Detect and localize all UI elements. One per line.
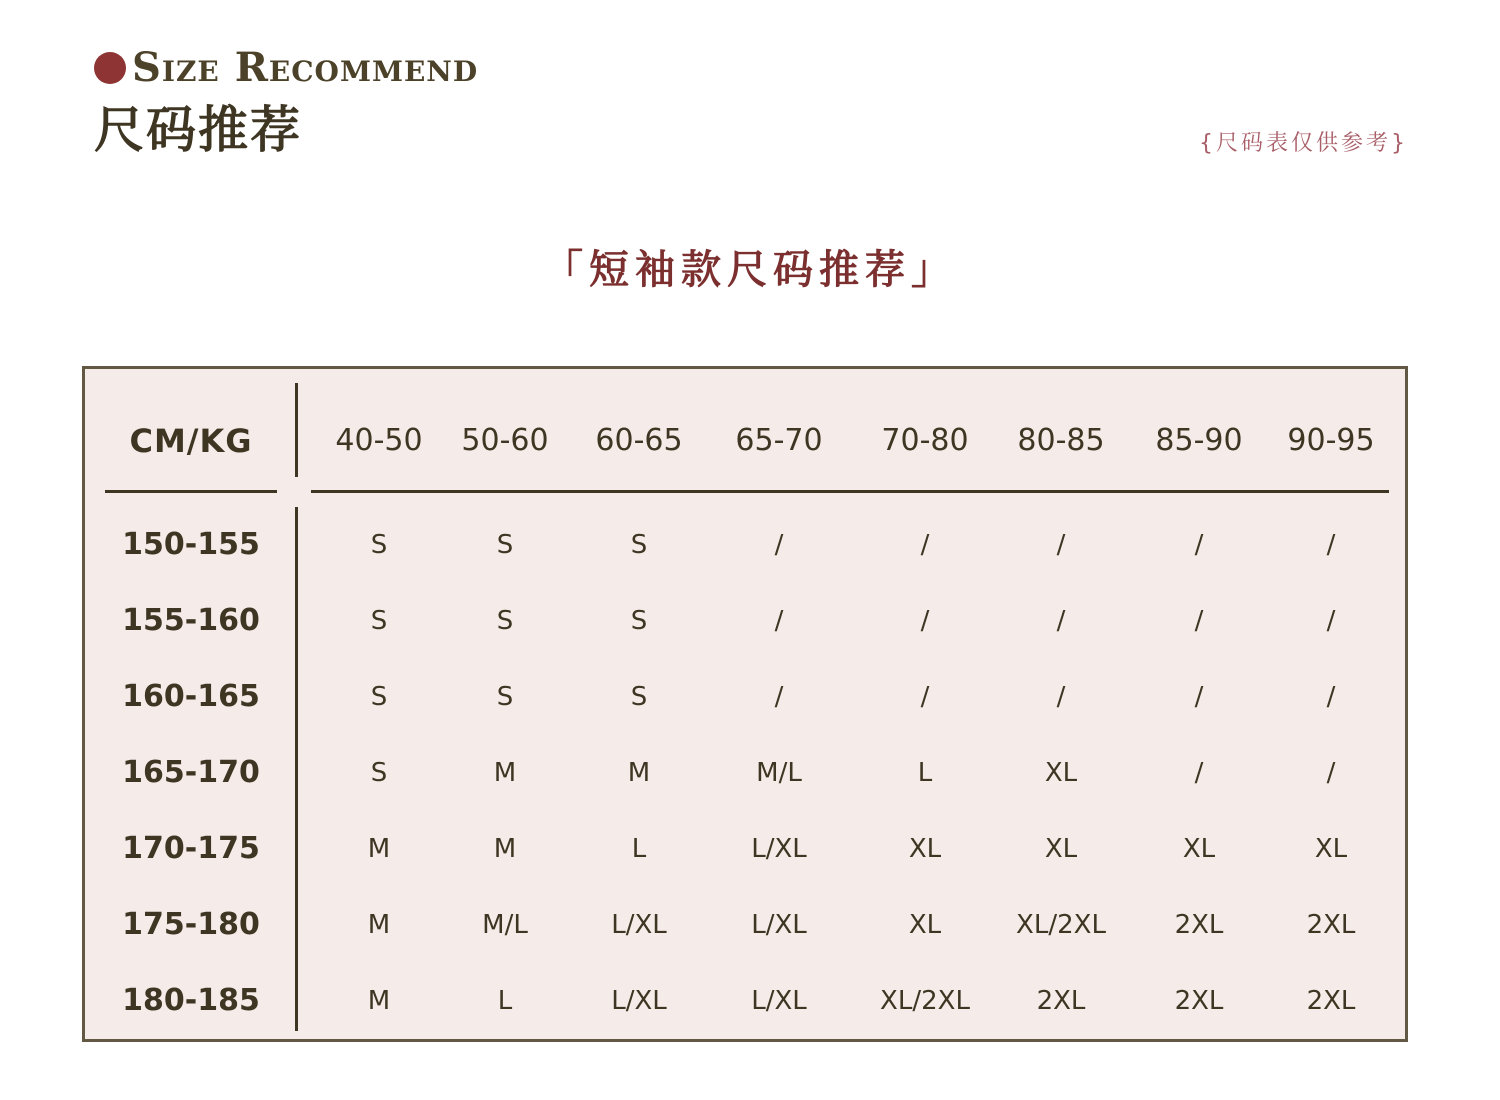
size-cell: 2XL	[1306, 910, 1356, 940]
size-cell: M	[367, 986, 391, 1016]
size-cell: XL	[908, 910, 942, 940]
weight-header: 85-90	[1155, 423, 1243, 458]
weight-header: 70-80	[881, 423, 969, 458]
height-range-label: 180-185	[122, 983, 260, 1018]
size-cell: XL	[1044, 834, 1078, 864]
size-cell: /	[1326, 758, 1336, 788]
size-cell: 2XL	[1174, 986, 1224, 1016]
size-cell: S	[370, 758, 388, 788]
header-title-en: Size Recommend	[132, 44, 479, 91]
size-cell: M/L	[482, 910, 528, 940]
size-cell: XL	[1182, 834, 1216, 864]
header-horizontal-divider-left	[105, 490, 277, 493]
size-cell: S	[496, 606, 514, 636]
size-cell: /	[1056, 606, 1066, 636]
height-range-label: 155-160	[122, 603, 260, 638]
header-title-cn: 尺码推荐	[94, 101, 302, 159]
weight-header: 90-95	[1287, 423, 1375, 458]
size-cell: /	[1194, 606, 1204, 636]
size-chart-table	[82, 366, 1408, 1042]
size-cell: /	[774, 606, 784, 636]
size-cell: S	[630, 530, 648, 560]
size-cell: L/XL	[751, 910, 807, 940]
size-cell: XL	[1314, 834, 1348, 864]
size-cell: S	[496, 682, 514, 712]
size-cell: S	[630, 606, 648, 636]
size-cell: XL/2XL	[1016, 910, 1106, 940]
height-range-label: 165-170	[122, 755, 260, 790]
header-accent-dot	[94, 52, 126, 84]
body-vertical-divider	[295, 507, 298, 1031]
size-cell: XL	[908, 834, 942, 864]
weight-header: 60-65	[595, 423, 683, 458]
height-range-label: 175-180	[122, 907, 260, 942]
height-range-label: 170-175	[122, 831, 260, 866]
header-vertical-divider	[295, 383, 298, 477]
size-cell: /	[1194, 758, 1204, 788]
size-cell: /	[1194, 530, 1204, 560]
size-cell: L	[917, 758, 933, 788]
size-cell: M	[493, 758, 517, 788]
size-cell: /	[1326, 682, 1336, 712]
size-cell: /	[1194, 682, 1204, 712]
size-cell: L/XL	[611, 986, 667, 1016]
reference-note: {尺码表仅供参考}	[1199, 131, 1408, 156]
weight-header: 40-50	[335, 423, 423, 458]
size-cell: M	[493, 834, 517, 864]
header-horizontal-divider-right	[311, 490, 1389, 493]
corner-label: CM/KG	[129, 422, 253, 460]
size-cell: L	[631, 834, 647, 864]
size-cell: /	[1326, 606, 1336, 636]
size-cell: L	[497, 986, 513, 1016]
size-cell: 2XL	[1174, 910, 1224, 940]
weight-header: 50-60	[461, 423, 549, 458]
size-cell: L/XL	[751, 986, 807, 1016]
height-range-label: 160-165	[122, 679, 260, 714]
size-cell: 2XL	[1306, 986, 1356, 1016]
size-cell: M/L	[756, 758, 802, 788]
size-cell: S	[496, 530, 514, 560]
size-cell: /	[1326, 530, 1336, 560]
size-cell: S	[370, 606, 388, 636]
size-cell: /	[774, 682, 784, 712]
size-cell: S	[370, 530, 388, 560]
size-cell: M	[367, 910, 391, 940]
height-range-label: 150-155	[122, 527, 260, 562]
size-cell: /	[920, 682, 930, 712]
section-title: 「短袖款尺码推荐」	[543, 247, 957, 293]
size-cell: L/XL	[611, 910, 667, 940]
size-cell: /	[774, 530, 784, 560]
size-cell: L/XL	[751, 834, 807, 864]
size-cell: S	[370, 682, 388, 712]
weight-header: 65-70	[735, 423, 823, 458]
size-cell: M	[367, 834, 391, 864]
size-cell: 2XL	[1036, 986, 1086, 1016]
size-cell: S	[630, 682, 648, 712]
size-cell: /	[920, 606, 930, 636]
size-cell: M	[627, 758, 651, 788]
size-cell: XL	[1044, 758, 1078, 788]
size-cell: XL/2XL	[880, 986, 970, 1016]
size-cell: /	[1056, 530, 1066, 560]
size-cell: /	[920, 530, 930, 560]
size-cell: /	[1056, 682, 1066, 712]
weight-header: 80-85	[1017, 423, 1105, 458]
